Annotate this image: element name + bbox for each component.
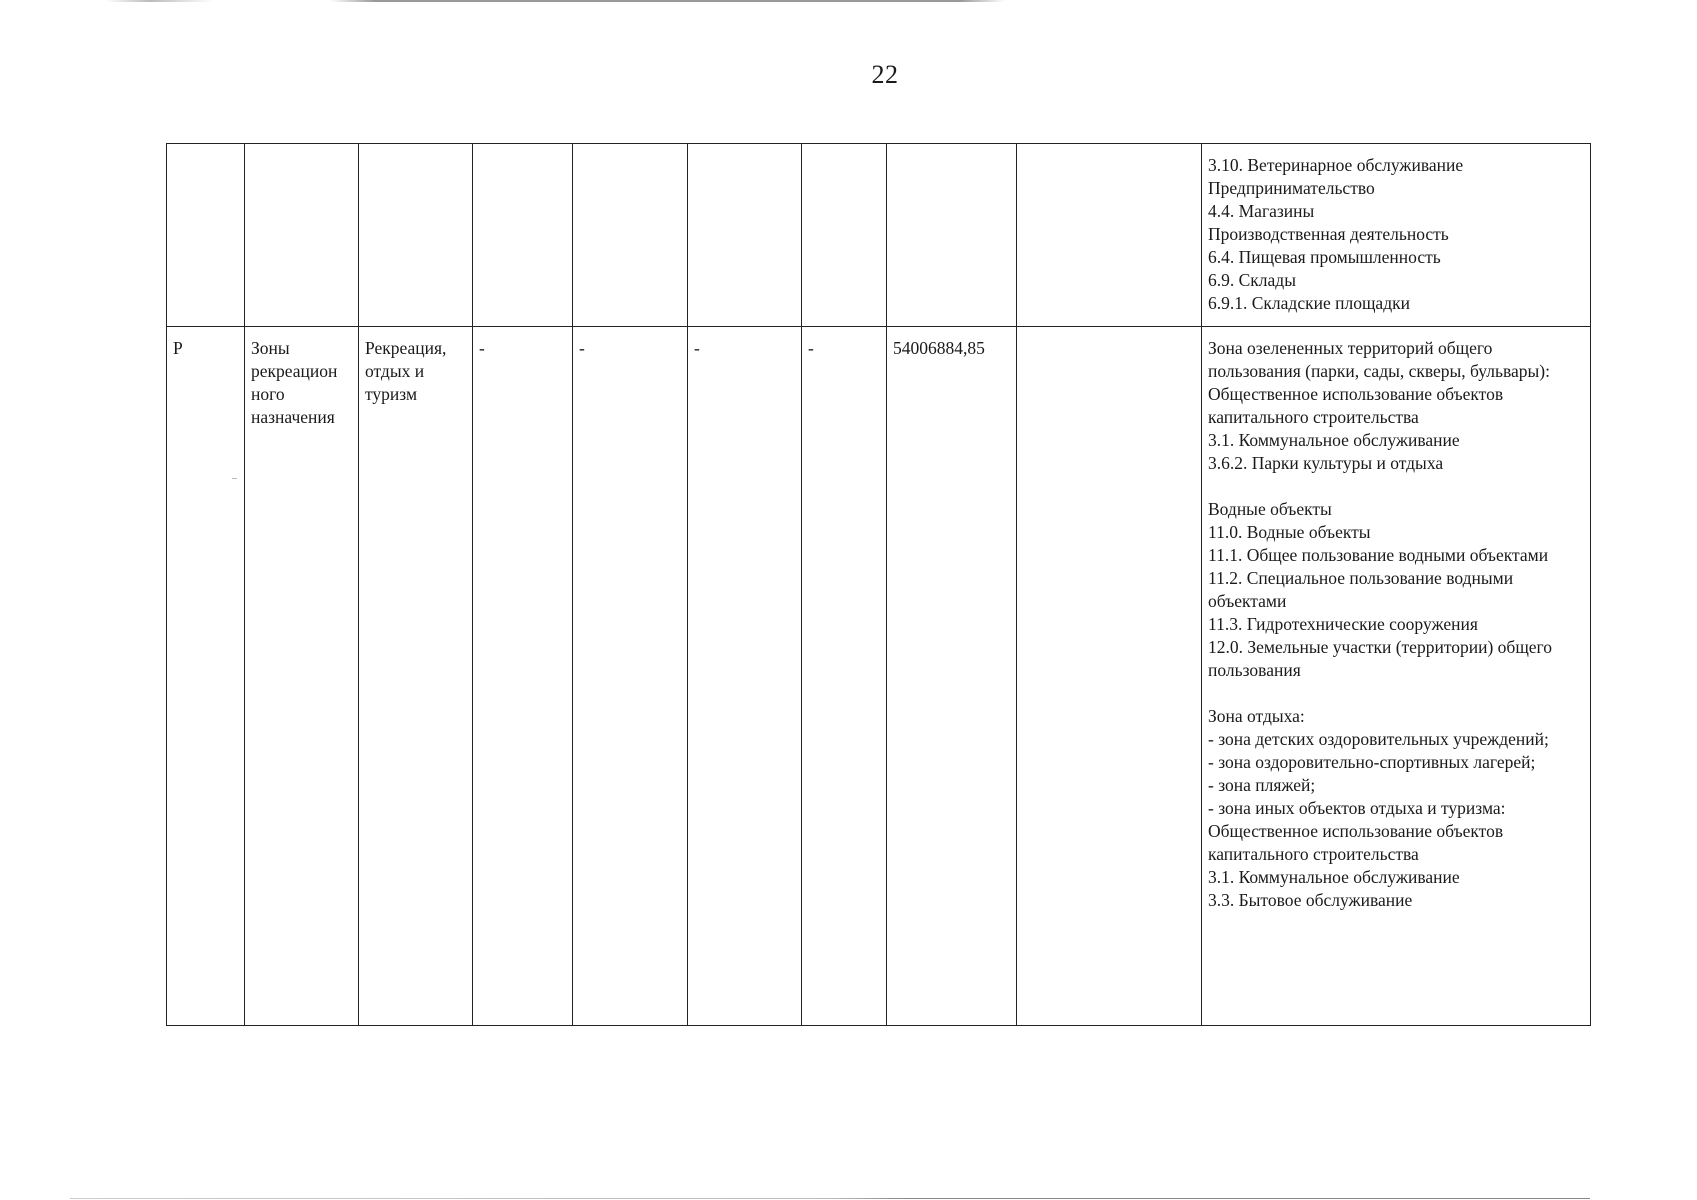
scan-edge-top xyxy=(105,0,1005,2)
permitted-use-cell xyxy=(1202,327,1591,1026)
permitted-use-cell xyxy=(1202,144,1591,327)
area-cell: 54006884,85 xyxy=(887,327,1017,1026)
use-line: 3.3. Бытовое обслуживание xyxy=(1208,890,1413,910)
use-line: 11.2. Специальное пользование водными объектами xyxy=(1208,568,1514,611)
table-cell xyxy=(573,144,688,327)
use-line: Производственная деятельность xyxy=(1208,224,1449,244)
use-line: 3.10. Ветеринарное обслуживание xyxy=(1208,155,1464,175)
use-line: Водные объекты xyxy=(1208,499,1332,519)
use-line: 11.0. Водные объекты xyxy=(1208,522,1371,542)
table-cell: - xyxy=(573,327,688,1026)
use-line: - зона детских оздоровительных учреждений; xyxy=(1208,729,1549,749)
table-cell xyxy=(688,144,802,327)
area-cell xyxy=(887,144,1017,327)
use-line: - зона иных объектов отдыха и туризма: xyxy=(1208,798,1506,818)
zone-purpose-cell xyxy=(359,144,473,327)
table-row xyxy=(167,327,1591,1026)
use-line: - зона оздоровительно-спортивных лагерей; xyxy=(1208,752,1536,772)
zone-purpose-cell: Рекреация, отдых и туризм xyxy=(359,327,473,1026)
use-line: Общественное использование объектов капитального строительства xyxy=(1208,821,1504,864)
zone-code-cell xyxy=(167,144,245,327)
page-number: 22 xyxy=(871,60,899,89)
use-line: 6.4. Пищевая промышленность xyxy=(1208,247,1441,267)
use-line: Общественное использование объектов капитального строительства xyxy=(1208,384,1504,427)
zoning-table xyxy=(166,143,1591,1026)
use-line: Зона отдыха: xyxy=(1208,706,1305,726)
table-cell: - xyxy=(802,327,887,1026)
table-cell: - xyxy=(688,327,802,1026)
table-cell xyxy=(1017,327,1202,1026)
use-line: Предпринимательство xyxy=(1208,178,1375,198)
table-cell xyxy=(802,144,887,327)
table-cell: - xyxy=(473,327,573,1026)
use-line: 3.1. Коммунальное обслуживание xyxy=(1208,430,1460,450)
use-line: 4.4. Магазины xyxy=(1208,201,1315,221)
block-spacer xyxy=(1208,475,1584,498)
scan-edge-bottom xyxy=(70,1198,1590,1199)
table-row xyxy=(167,144,1591,327)
use-line: 11.1. Общее пользование водными объектами xyxy=(1208,545,1549,565)
use-line: 3.1. Коммунальное обслуживание xyxy=(1208,867,1460,887)
block-spacer xyxy=(1208,682,1584,705)
use-line: 11.3. Гидротехнические сооружения xyxy=(1208,614,1478,634)
use-line: 3.6.2. Парки культуры и отдыха xyxy=(1208,453,1444,473)
use-line: 6.9. Склады xyxy=(1208,270,1296,290)
use-line: 6.9.1. Складские площадки xyxy=(1208,293,1410,313)
table-cell xyxy=(473,144,573,327)
zone-name-cell xyxy=(245,144,359,327)
use-line: Зона озелененных территорий общего пользования (парки, сады, скверы, бульвары): xyxy=(1208,338,1550,381)
zone-code-cell: Р xyxy=(167,327,245,1026)
use-line: 12.0. Земельные участки (территории) общего пользования xyxy=(1208,637,1553,680)
zone-name-cell: Зоны рекреацион ного назначения xyxy=(245,327,359,1026)
table-cell xyxy=(1017,144,1202,327)
use-line: - зона пляжей; xyxy=(1208,775,1316,795)
